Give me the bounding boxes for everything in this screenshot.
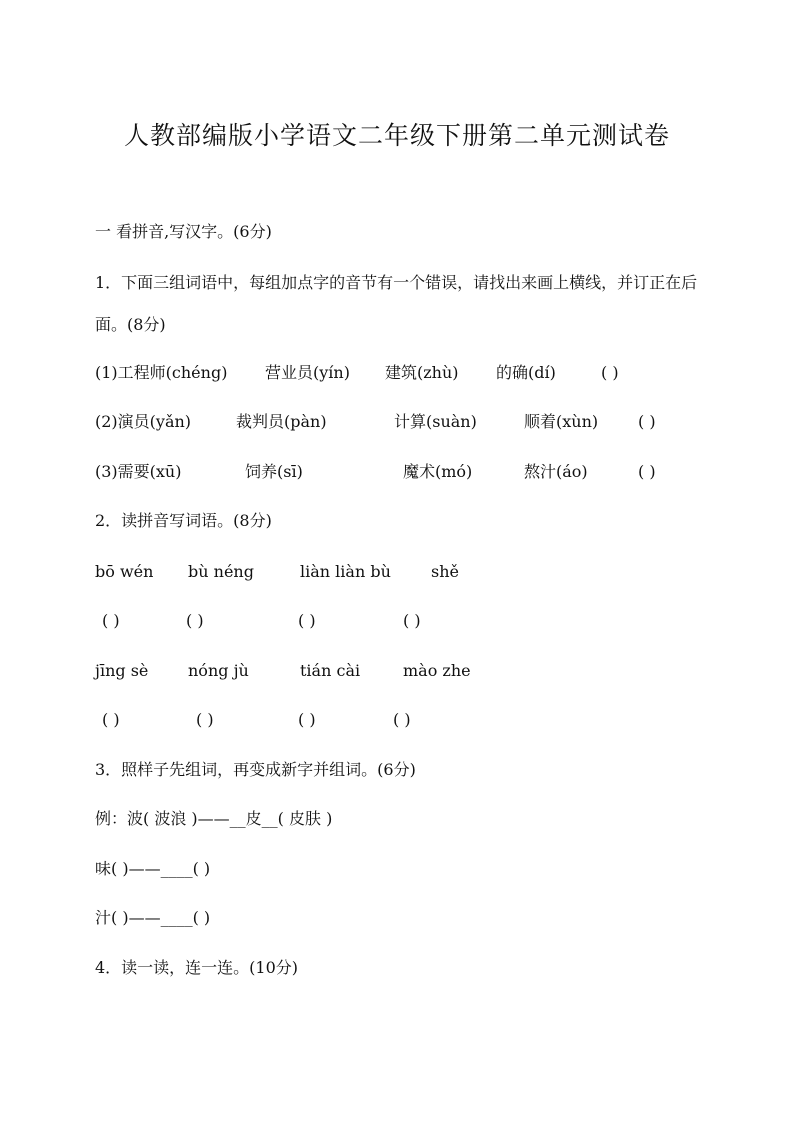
q1-row-2-item-3: 计算(suàn) — [394, 412, 477, 431]
q1-row-3-item-4: 熬汁(áo) — [524, 462, 588, 481]
q2-pinyin-5: jīng sè — [95, 661, 149, 680]
page-title: 人教部编版小学语文二年级下册第二单元测试卷 — [123, 121, 670, 150]
q1-row-2-item-2: 裁判员(pàn) — [236, 412, 327, 431]
q2-heading: 2．读拼音写词语。(8分) — [95, 511, 272, 530]
q1-row-2-answer-blank: ( ) — [638, 412, 656, 431]
q2-blank-7: ( ) — [298, 710, 316, 729]
q1-row-3-answer-blank: ( ) — [638, 462, 656, 481]
q1-row-3-item-2: 饲养(sī) — [245, 462, 303, 481]
q3-row-1: 味( )——____( ) — [95, 859, 211, 878]
q2-pinyin-4: shě — [431, 562, 459, 581]
q3-example: 例：波( 波浪 )——__皮__( 皮肤 ) — [95, 809, 333, 828]
q1-row-3-item-1: (3)需要(xū) — [95, 462, 182, 481]
q2-pinyin-3: liàn liàn bù — [300, 562, 391, 581]
q2-pinyin-7: tián cài — [300, 661, 361, 680]
q2-blank-2: ( ) — [186, 611, 204, 630]
q1-row-1-item-4: 的确(dí) — [496, 363, 556, 382]
q1-row-1-item-2: 营业员(yín) — [265, 363, 350, 382]
q1-row-1-item-1: (1)工程师(chéng) — [95, 363, 228, 382]
q2-blank-3: ( ) — [298, 611, 316, 630]
q2-blank-1: ( ) — [102, 611, 120, 630]
q1-heading: 1．下面三组词语中，每组加点字的音节有一个错误，请找出来画上横线，并订正在后面。(8分) — [95, 273, 698, 334]
section1-heading: 一 看拼音,写汉字。(6分) — [95, 222, 272, 241]
q2-pinyin-1: bō wén — [95, 562, 154, 581]
q1-row-1-item-3: 建筑(zhù) — [385, 363, 459, 382]
q3-heading: 3．照样子先组词，再变成新字并组词。(6分) — [95, 760, 416, 779]
q2-blank-4: ( ) — [403, 611, 421, 630]
q2-pinyin-8: mào zhe — [403, 661, 471, 680]
q1-row-1-answer-blank: ( ) — [601, 363, 619, 382]
q2-blank-5: ( ) — [102, 710, 120, 729]
q2-blank-6: ( ) — [196, 710, 214, 729]
q4-heading: 4．读一读，连一连。(10分) — [95, 958, 299, 977]
q1-row-2-item-4: 顺着(xùn) — [524, 412, 599, 431]
q2-pinyin-6: nóng jù — [188, 661, 249, 680]
q1-row-3-item-3: 魔术(mó) — [403, 462, 473, 481]
q2-blank-8: ( ) — [393, 710, 411, 729]
q1-row-2-item-1: (2)演员(yǎn) — [95, 412, 192, 431]
q2-pinyin-2: bù néng — [188, 562, 254, 581]
q3-row-2: 汁( )——____( ) — [95, 908, 211, 927]
